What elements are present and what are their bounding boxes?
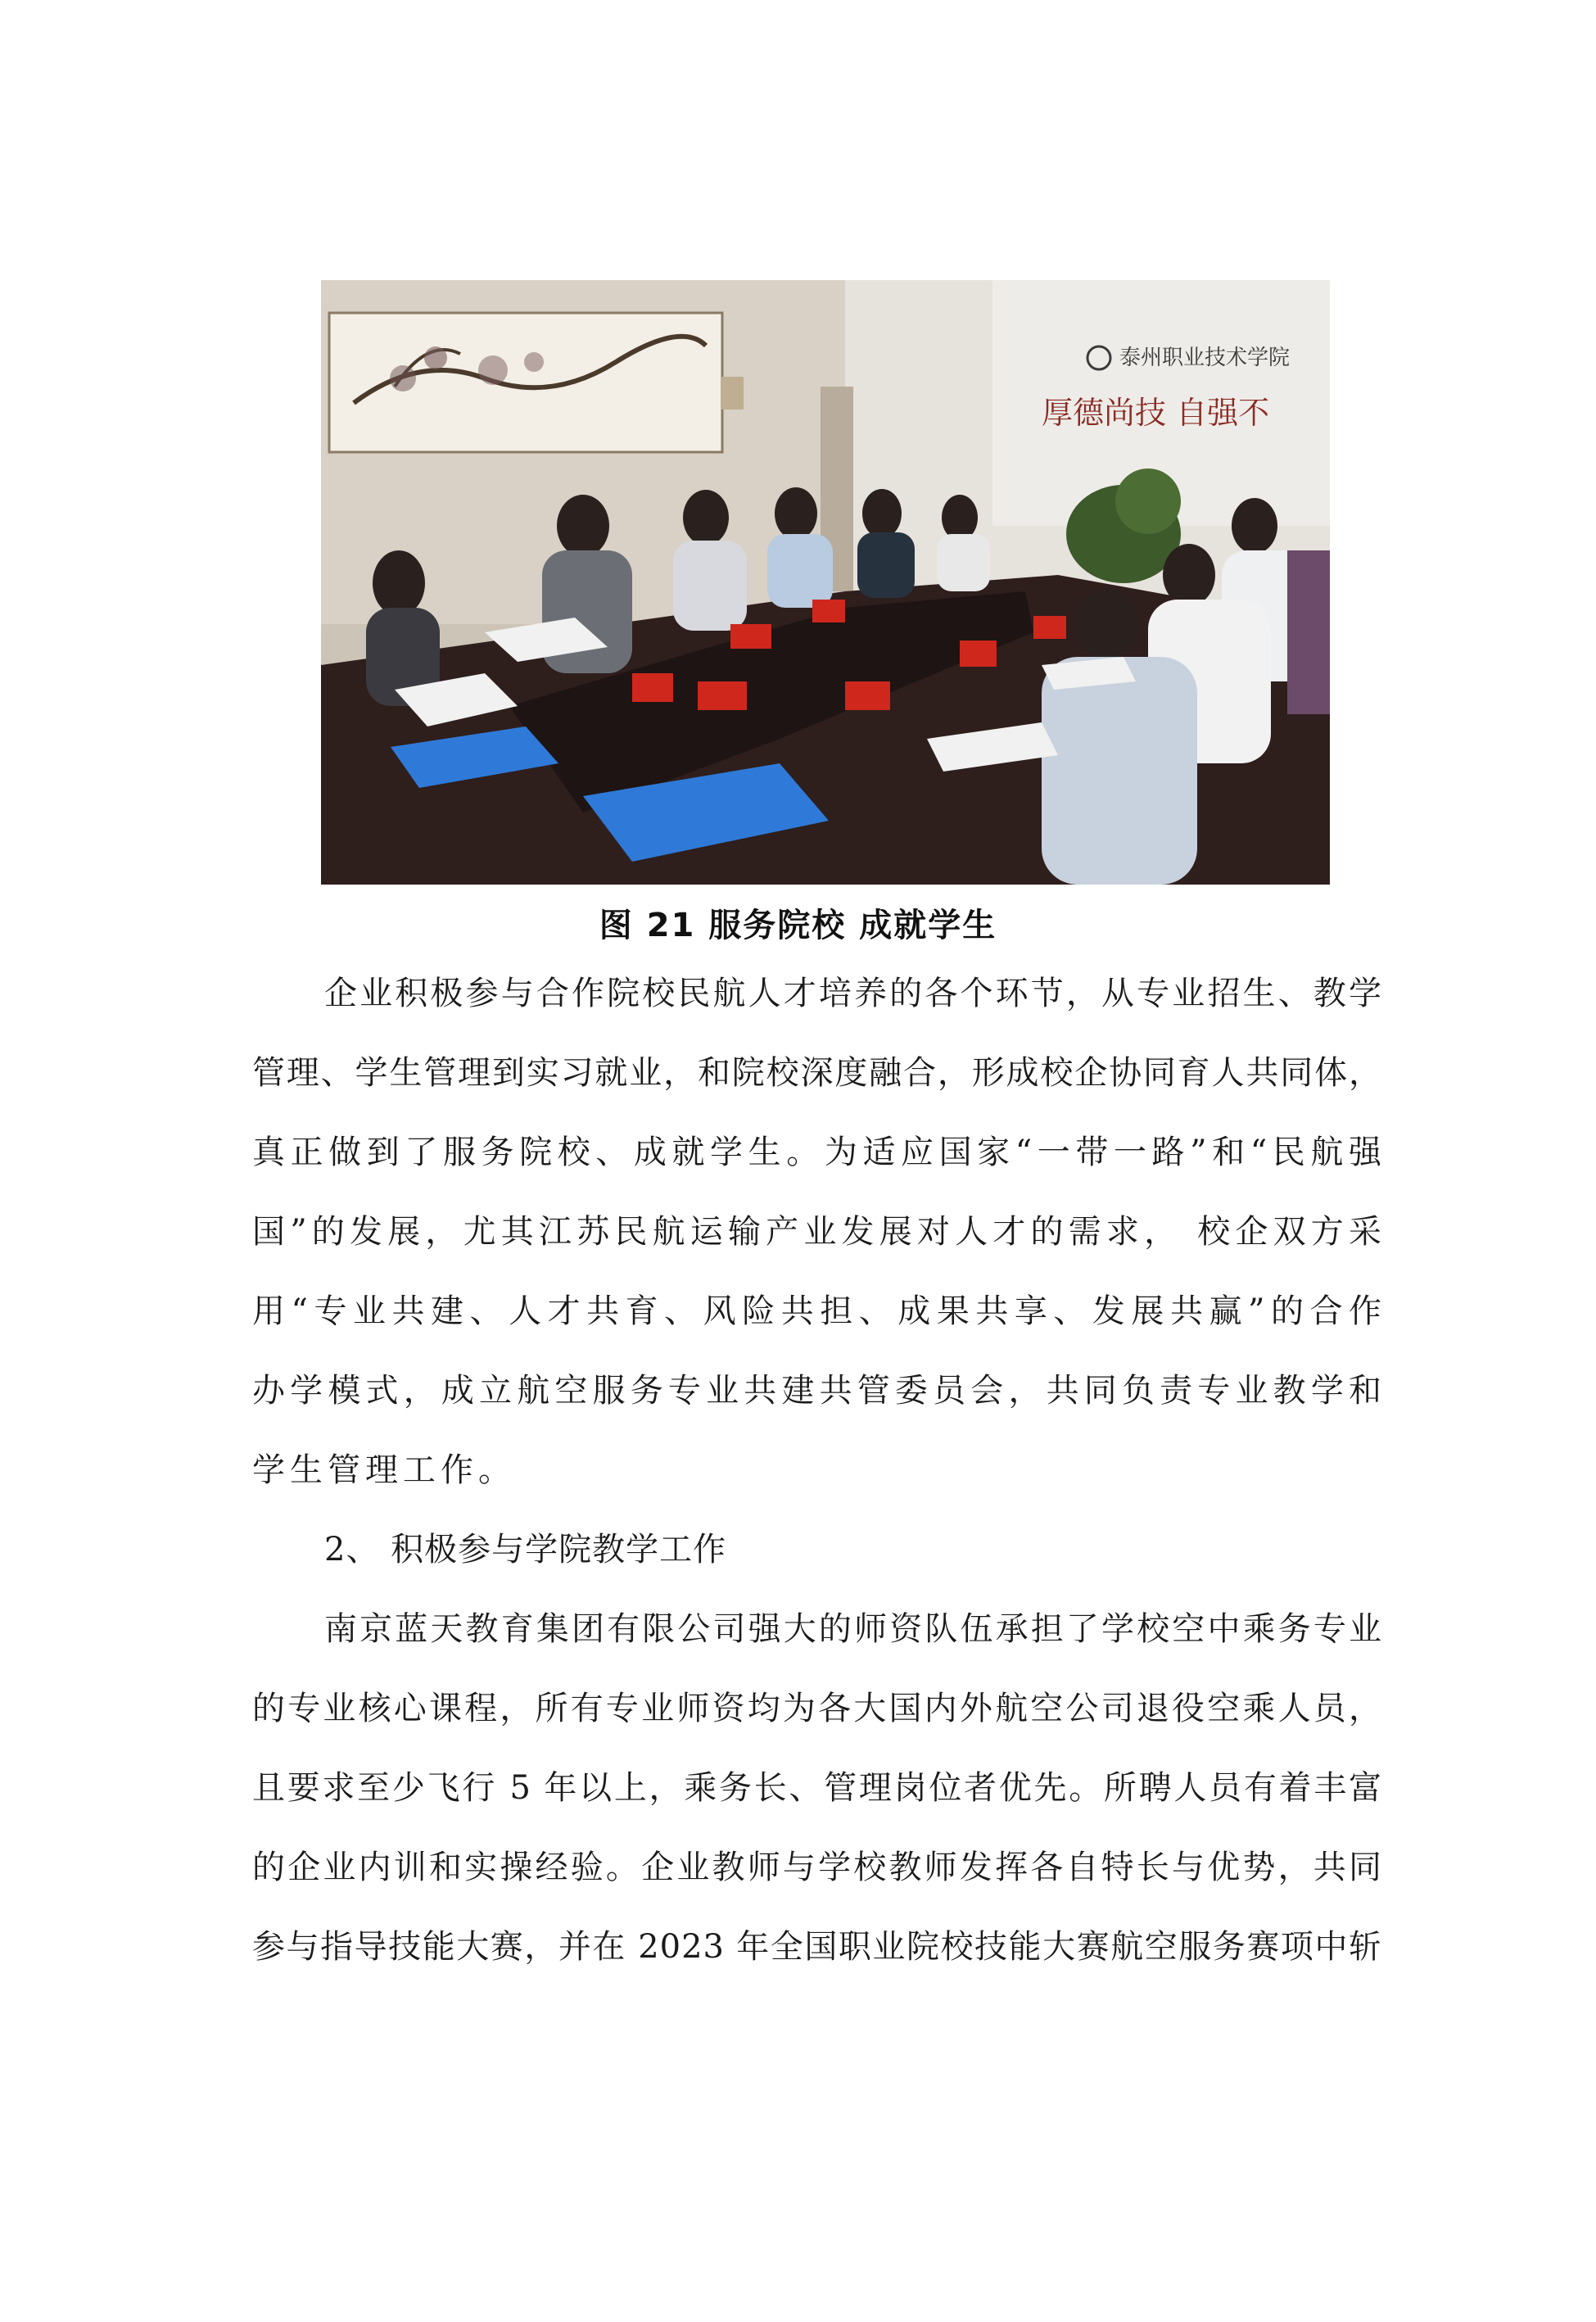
- paragraph-2-line-5: 参与指导技能大赛，并在 2023 年全国职业院校技能大赛航空服务赛项中斩: [252, 1928, 1382, 1966]
- paragraph-1-line-3: 真正做到了服务院校、成就学生。为适应国家“一带一路”和“民航强: [252, 1134, 1382, 1171]
- paragraph-1-line-5: 用“专业共建、人才共育、风险共担、成果共享、发展共赢”的合作: [252, 1292, 1382, 1330]
- paragraph-2-line-3: 且要求至少飞行 5 年以上，乘务长、管理岗位者优先。所聘人员有着丰富: [252, 1769, 1382, 1807]
- figure-caption: 图 21 服务院校 成就学生: [599, 907, 997, 944]
- paragraph-2-line-4: 的企业内训和实操经验。企业教师与学校教师发挥各自特长与优势，共同: [252, 1849, 1382, 1886]
- paragraph-1-line-1: 企业积极参与合作院校民航人才培养的各个环节，从专业招生、教学: [324, 975, 1382, 1012]
- paragraph-2-line-1: 南京蓝天教育集团有限公司强大的师资队伍承担了学校空中乘务专业: [324, 1610, 1382, 1648]
- paragraph-1-line-7: 学生管理工作。: [252, 1451, 516, 1489]
- wall-slogan: 厚德尚技 自强不: [1042, 395, 1270, 431]
- meeting-illustration: [321, 280, 1330, 885]
- paragraph-1-line-4: 国”的发展，尤其江苏民航运输产业发展对人才的需求， 校企双方采: [252, 1213, 1382, 1251]
- meeting-photo: [321, 280, 1330, 885]
- section-2-heading: 2、 积极参与学院教学工作: [324, 1531, 727, 1568]
- paragraph-2-line-2: 的专业核心课程，所有专业师资均为各大国内外航空公司退役空乘人员，: [252, 1690, 1382, 1727]
- paragraph-1-line-6: 办学模式，成立航空服务专业共建共管委员会，共同负责专业教学和: [252, 1372, 1382, 1410]
- wall-sign-school: 泰州职业技术学院: [1119, 346, 1291, 370]
- paragraph-1-line-2: 管理、学生管理到实习就业，和院校深度融合，形成校企协同育人共同体，: [252, 1054, 1382, 1092]
